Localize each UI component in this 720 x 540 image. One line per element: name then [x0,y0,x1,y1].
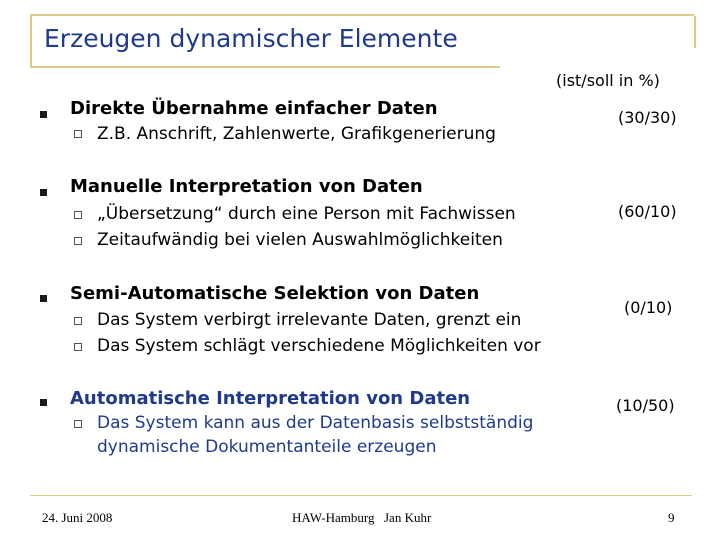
bullet-square-icon [40,295,47,302]
item-title: Manuelle Interpretation von Daten [70,176,423,197]
sub-item: Z.B. Anschrift, Zahlenwerte, Grafikgenerierung [97,124,496,144]
footer-date: 24. Juni 2008 [42,510,113,525]
sub-bullet-icon [74,317,82,325]
slide-title: Erzeugen dynamischer Elemente [44,24,458,53]
sub-item: Das System schlägt verschiedene Möglichkeiten vor [97,336,541,356]
item-ratio: (60/10) [618,202,677,221]
footer-divider [30,495,692,496]
sub-bullet-icon [74,237,82,245]
sub-item: dynamische Dokumentanteile erzeugen [97,437,437,457]
sub-bullet-icon [74,130,82,138]
sub-bullet-icon [74,343,82,351]
footer-author: Jan Kuhr [384,510,432,525]
title-underline [30,66,500,68]
item-ratio: (10/50) [616,396,675,415]
bullet-square-icon [40,399,47,406]
ratio-header: (ist/soll in %) [556,71,660,90]
footer-organization: HAW-Hamburg [292,510,375,525]
item-title: Automatische Interpretation von Daten [70,388,471,409]
item-title: Semi-Automatische Selektion von Daten [70,283,480,304]
item-ratio: (0/10) [624,298,673,317]
sub-bullet-icon [74,211,82,219]
bullet-square-icon [40,189,47,196]
page-number: 9 [668,510,675,525]
sub-item: Das System kann aus der Datenbasis selbstständig [97,413,534,433]
item-title: Direkte Übernahme einfacher Daten [70,98,438,119]
item-ratio: (30/30) [618,108,677,127]
sub-item: Zeitaufwändig bei vielen Auswahlmöglichkeiten [97,230,503,250]
sub-item: „Übersetzung“ durch eine Person mit Fachwissen [97,204,516,224]
bullet-square-icon [40,111,47,118]
sub-item: Das System verbirgt irrelevante Daten, grenzt ein [97,310,522,330]
sub-bullet-icon [74,420,82,428]
